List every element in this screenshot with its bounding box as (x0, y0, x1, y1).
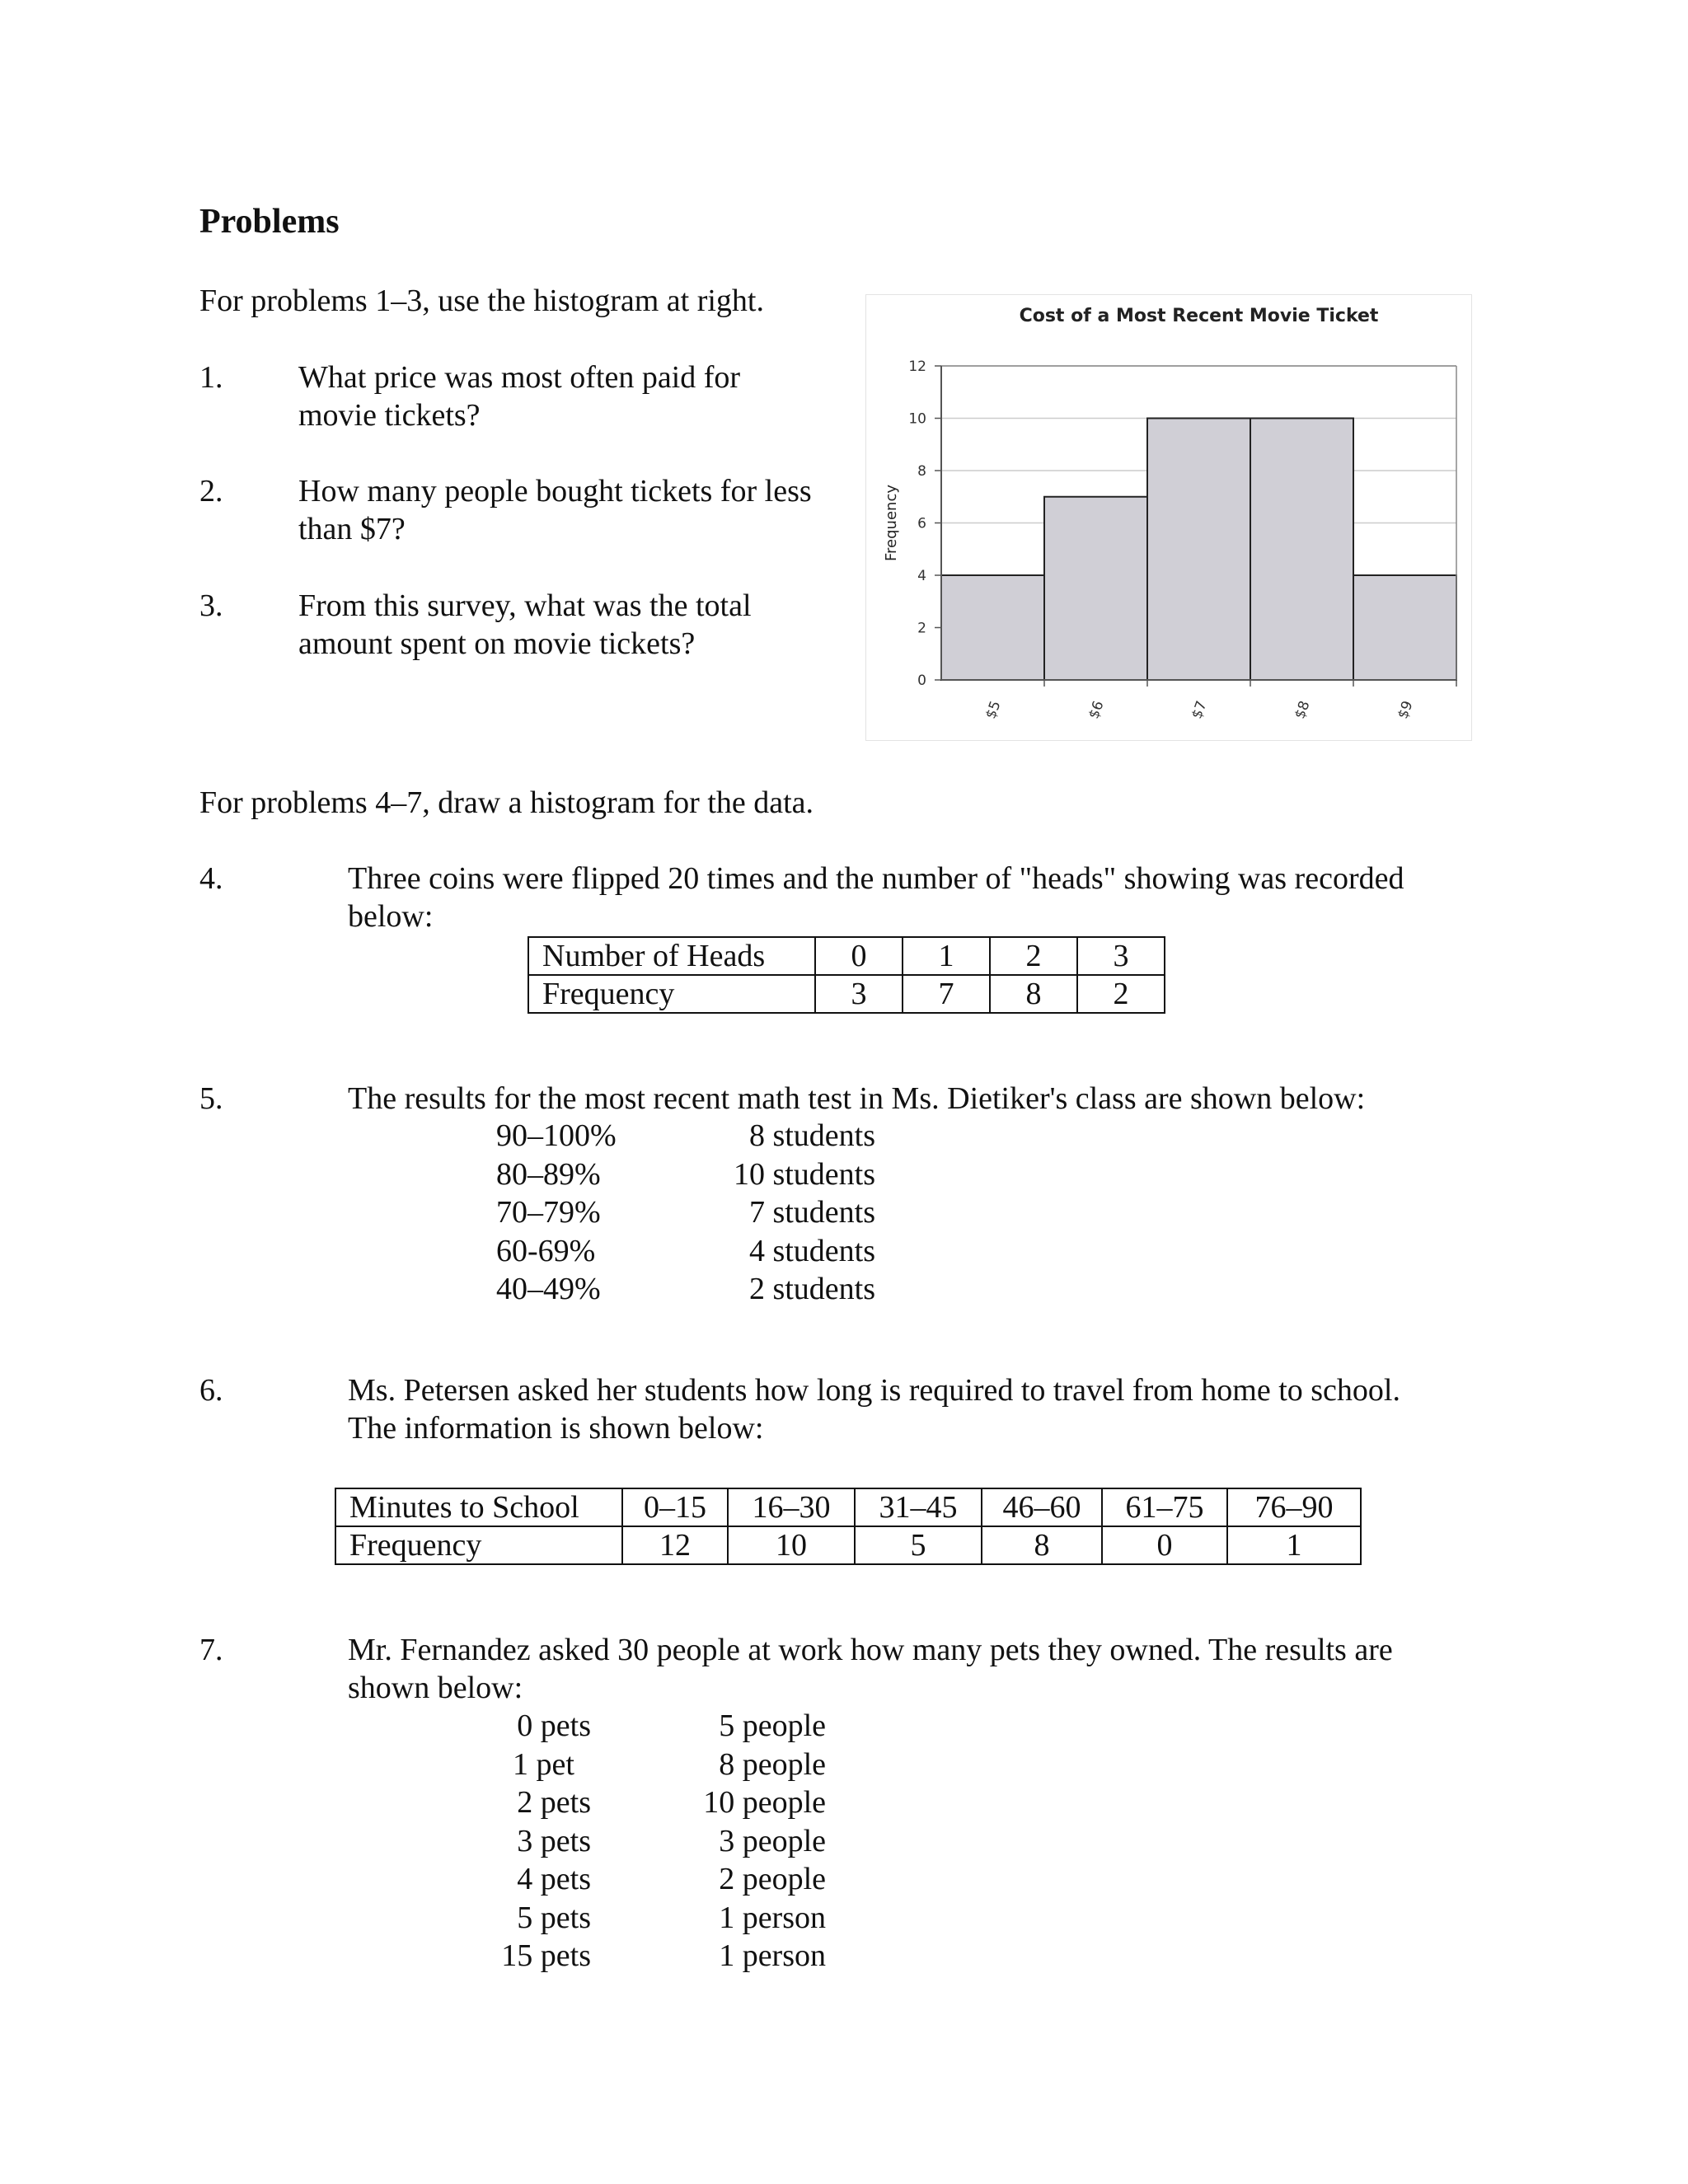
people-count: 5 people (719, 1708, 826, 1743)
people-count: 8 people (719, 1746, 826, 1782)
table-row-label: Number of Heads (528, 937, 815, 975)
table-cell: 2 (1077, 975, 1165, 1013)
x-tick-label: $5 (982, 698, 1005, 721)
table-cell: 61–75 (1102, 1488, 1227, 1526)
list-item (496, 1746, 826, 1784)
x-tick-label: $6 (1085, 698, 1108, 721)
pet-count: 1 pet (513, 1746, 574, 1782)
problem-6-line1: Ms. Petersen asked her students how long is required to travel from home to school. (348, 1373, 1400, 1408)
histogram-bar (1044, 497, 1147, 680)
table-cell: 31–45 (855, 1488, 982, 1526)
minutes-to-school-table (335, 1488, 1362, 1565)
problem-7-number: 7. (199, 1633, 223, 1667)
table-cell: 8 (982, 1526, 1102, 1564)
table-cell: 0–15 (622, 1488, 728, 1526)
list-item (496, 1783, 826, 1822)
list-item (496, 1155, 875, 1194)
table-cell: 1 (903, 937, 990, 975)
problem-2-line1: How many people bought tickets for less (298, 474, 812, 509)
list-item (496, 1707, 826, 1746)
table-cell: 76–90 (1227, 1488, 1361, 1526)
table-cell: 46–60 (982, 1488, 1102, 1526)
problem-3-number: 3. (199, 588, 223, 623)
people-count: 2 people (719, 1862, 826, 1896)
list-item (496, 1860, 826, 1899)
table-row (335, 1488, 1361, 1526)
score-range: 40–49% (496, 1272, 601, 1306)
x-tick-label: $8 (1292, 698, 1314, 721)
chart-title: Cost of a Most Recent Movie Ticket (1019, 306, 1379, 326)
problem-7-line1: Mr. Fernandez asked 30 people at work how many pets they owned. The results are (348, 1633, 1393, 1667)
histogram-chart (865, 294, 1472, 741)
y-axis-label: Frequency (883, 485, 900, 561)
people-count: 1 person (719, 1900, 826, 1935)
score-range: 80–89% (496, 1156, 601, 1192)
problem-3-line2: amount spent on movie tickets? (298, 626, 696, 661)
table-cell: 7 (903, 975, 990, 1013)
list-item (496, 1937, 826, 1975)
table-cell: 2 (990, 937, 1077, 975)
list-item (496, 1899, 826, 1938)
table-cell: 0 (1102, 1526, 1227, 1564)
problem-5-number: 5. (199, 1081, 223, 1116)
problem-7-line2: shown below: (348, 1671, 523, 1705)
table-row-label: Frequency (528, 975, 815, 1013)
people-count: 10 people (703, 1785, 826, 1820)
histogram-bar (1250, 419, 1353, 681)
pet-count: 4 pets (517, 1862, 591, 1896)
people-count: 3 people (719, 1823, 826, 1858)
list-item (496, 1117, 875, 1155)
y-tick-label: 10 (908, 410, 926, 428)
table-cell: 5 (855, 1526, 982, 1564)
problem-1-line1: What price was most often paid for (298, 360, 741, 395)
problem-2-number: 2. (199, 474, 223, 509)
histogram-bar (1147, 419, 1250, 681)
y-tick-label: 12 (908, 359, 926, 375)
x-tick-label: $9 (1395, 698, 1417, 721)
table-cell: 10 (728, 1526, 855, 1564)
problem-6-number: 6. (199, 1373, 223, 1408)
problem-1-line2: movie tickets? (298, 398, 481, 433)
student-count: 4 students (748, 1233, 875, 1268)
y-tick-label: 0 (917, 673, 926, 689)
y-tick-label: 4 (917, 568, 926, 584)
histogram-bar (1353, 575, 1456, 680)
table-cell: 3 (1077, 937, 1165, 975)
table-row (335, 1526, 1361, 1564)
student-count: 2 students (748, 1272, 875, 1306)
problem-1-number: 1. (199, 360, 223, 395)
score-range: 70–79% (496, 1195, 601, 1230)
heads-frequency-table (528, 936, 1165, 1014)
people-count: 1 person (719, 1938, 826, 1973)
table-cell: 12 (622, 1526, 728, 1564)
problem-2-line2: than $7? (298, 512, 406, 546)
problem-6-line2: The information is shown below: (348, 1411, 764, 1446)
score-range: 90–100% (496, 1118, 617, 1153)
list-item (496, 1270, 875, 1309)
pet-count: 2 pets (517, 1785, 591, 1820)
problem-5-line1: The results for the most recent math test in Ms. Dietiker's class are shown below: (348, 1081, 1366, 1116)
pet-count: 15 pets (501, 1938, 591, 1973)
problem-4-line1: Three coins were flipped 20 times and the number of "heads" showing was recorded (348, 861, 1404, 896)
list-item (496, 1822, 826, 1861)
pets-list (496, 1707, 826, 1975)
student-count: 7 students (748, 1195, 875, 1230)
table-row (528, 975, 1165, 1013)
table-row (528, 937, 1165, 975)
y-tick-label: 6 (917, 515, 926, 532)
list-item (496, 1193, 875, 1232)
table-row-label: Minutes to School (335, 1488, 622, 1526)
table-cell: 1 (1227, 1526, 1361, 1564)
intro-problems-1-3: For problems 1–3, use the histogram at right. (199, 284, 764, 318)
problem-4-number: 4. (199, 861, 223, 896)
table-cell: 0 (815, 937, 903, 975)
list-item (496, 1232, 875, 1271)
student-count: 10 students (733, 1156, 875, 1192)
histogram-bar (941, 575, 1044, 680)
score-range: 60-69% (496, 1233, 596, 1268)
table-cell: 3 (815, 975, 903, 1013)
pet-count: 3 pets (517, 1823, 591, 1858)
student-count: 8 students (748, 1118, 875, 1153)
y-tick-label: 2 (917, 620, 926, 637)
table-cell: 16–30 (728, 1488, 855, 1526)
pet-count: 0 pets (517, 1708, 591, 1743)
problem-3-line1: From this survey, what was the total (298, 588, 752, 623)
y-tick-label: 8 (917, 463, 926, 480)
intro-problems-4-7: For problems 4–7, draw a histogram for the data. (199, 785, 814, 820)
table-cell: 8 (990, 975, 1077, 1013)
pet-count: 5 pets (517, 1900, 591, 1935)
page-title: Problems (199, 203, 340, 241)
problem-4-line2: below: (348, 899, 434, 934)
table-row-label: Frequency (335, 1526, 622, 1564)
x-tick-label: $7 (1189, 698, 1211, 721)
test-results-list (496, 1117, 875, 1309)
